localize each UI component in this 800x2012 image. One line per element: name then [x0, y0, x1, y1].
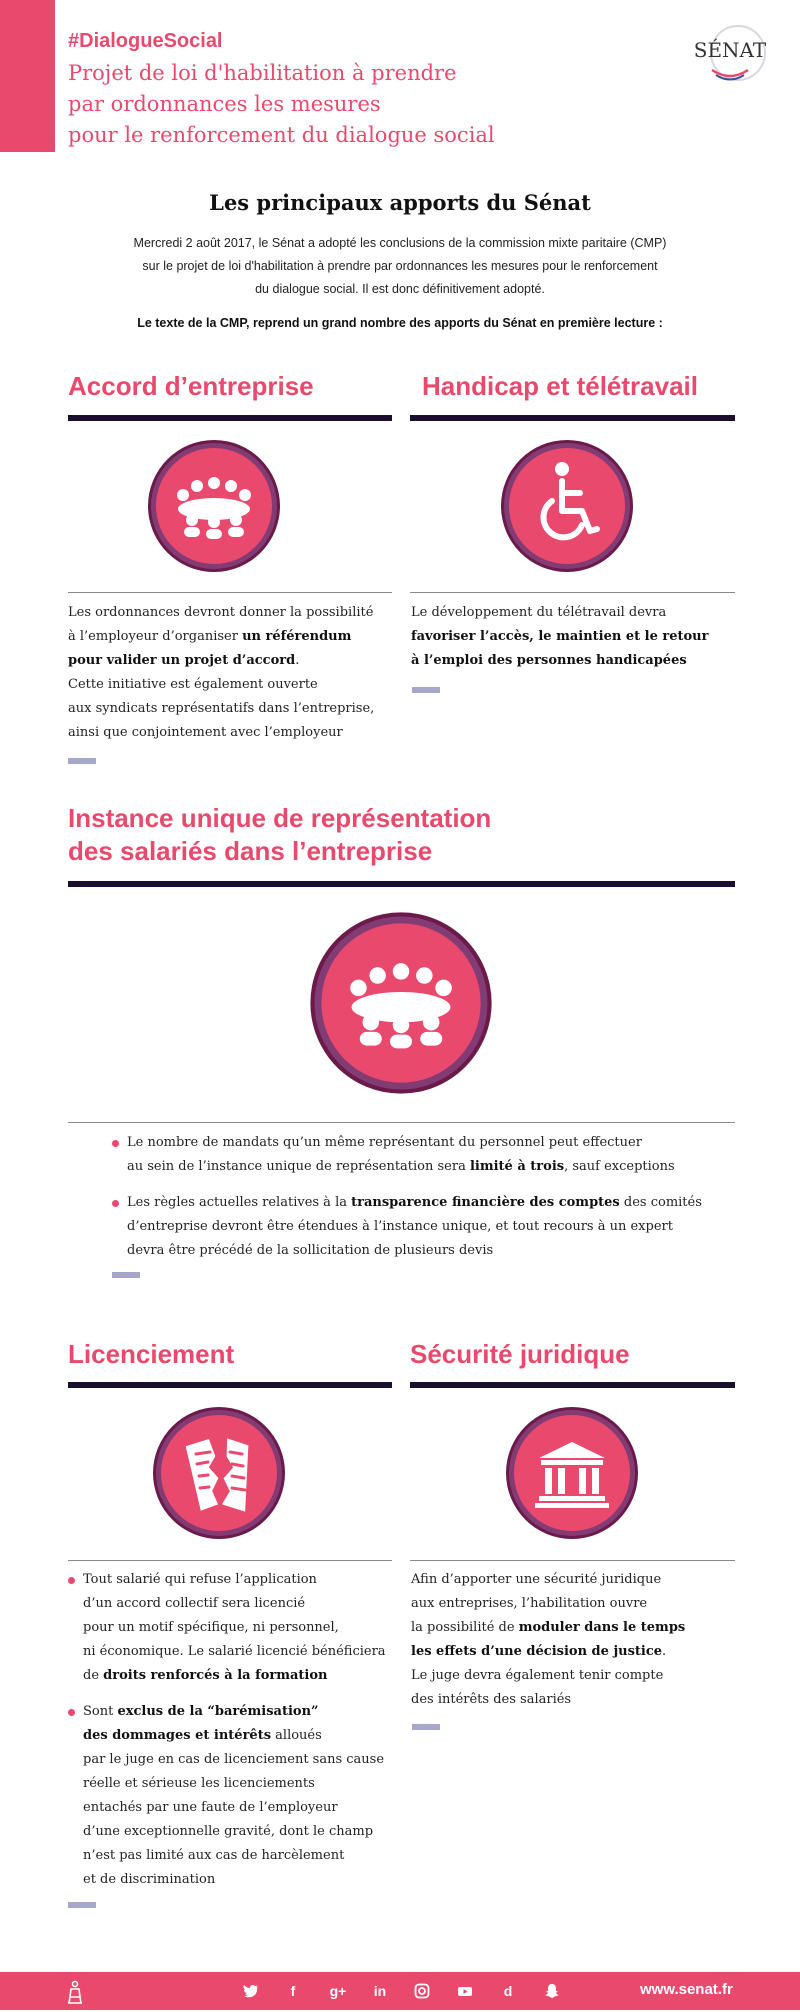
section-divider: [68, 1560, 392, 1561]
section-title-handicap: Handicap et télétravail: [422, 371, 698, 401]
section-divider: [410, 592, 735, 593]
facebook-icon[interactable]: f: [290, 1983, 296, 1999]
list-item: [112, 1191, 702, 1263]
logo-text: SÉNAT: [693, 38, 767, 62]
text-span: à l’employeur d’organiser: [68, 629, 243, 644]
bold-text: à l’emploi des personnes handicapées: [411, 653, 687, 668]
intro-line: Mercredi 2 août 2017, le Sénat a adopté les conclusions de la commission mixte paritaire (CMP): [133, 236, 667, 250]
page-title-line: pour le renforcement du dialogue social: [68, 123, 495, 147]
text-span: alloués: [271, 1728, 322, 1743]
bold-text: favoriser l’accès, le maintien et le retour: [411, 629, 709, 644]
end-marker: [68, 758, 96, 764]
instagram-icon[interactable]: [411, 1980, 433, 2002]
linkedin-icon[interactable]: in: [373, 1983, 387, 1999]
meeting-table-icon: [309, 911, 493, 1095]
section-heading: Les principaux apports du Sénat: [209, 190, 591, 215]
bold-text: droits renforcés à la formation: [103, 1668, 328, 1683]
bold-text: des dommages et intérêts: [83, 1728, 272, 1743]
bold-text: transparence financière des comptes: [351, 1195, 620, 1210]
senat-logo[interactable]: [690, 20, 770, 90]
end-marker: [412, 687, 440, 693]
section-rule: [410, 415, 735, 421]
title-line: Instance unique de représentation: [68, 803, 492, 833]
text-span: la possibilité de: [411, 1620, 519, 1635]
section-rule: [68, 1382, 392, 1388]
accord-text: [68, 601, 374, 745]
text-span: .: [295, 653, 300, 668]
snapchat-icon[interactable]: [541, 1980, 563, 2002]
end-marker: [412, 1724, 440, 1730]
bold-text: les effets d’une décision de justice: [411, 1644, 663, 1659]
bold-text: exclus de la “barémisation”: [117, 1704, 319, 1719]
dailymotion-icon[interactable]: d: [503, 1983, 513, 1999]
meeting-table-icon: [147, 439, 281, 573]
list-item: [68, 1700, 386, 1892]
text-line: réelle et sérieuse les licenciements: [83, 1776, 315, 1791]
text-span: Le développement du télétravail devra: [411, 605, 667, 620]
text-line: Le nombre de mandats qu’un même représentant du personnel peut effectuer: [127, 1135, 642, 1150]
text-span: ainsi que conjointement avec l’employeur: [68, 725, 343, 740]
text-span: des comités: [619, 1195, 702, 1210]
text-line: d’un accord collectif sera licencié: [83, 1596, 306, 1611]
intro-line: du dialogue social. Il est donc définitivement adopté.: [255, 282, 545, 296]
list-item: [68, 1568, 386, 1688]
licenciement-bullets: [68, 1568, 386, 1892]
section-rule: [68, 415, 392, 421]
twitter-icon[interactable]: [240, 1980, 262, 2002]
intro-paragraph: [130, 232, 670, 301]
text-line: par le juge en cas de licenciement sans cause: [83, 1752, 385, 1767]
hashtag: #DialogueSocial: [68, 30, 223, 52]
section-title-accord: Accord d’entreprise: [68, 371, 314, 401]
handicap-text: [411, 601, 708, 673]
courthouse-icon: [505, 1406, 639, 1540]
text-span: , sauf exceptions: [564, 1159, 675, 1174]
text-span: de: [83, 1668, 104, 1683]
text-span: Sont: [83, 1704, 118, 1719]
section-title-licenciement: Licenciement: [68, 1339, 235, 1369]
page-title: [68, 58, 588, 151]
text-line: pour un motif spécifique, ni personnel,: [83, 1620, 339, 1635]
torn-contract-icon: [152, 1406, 286, 1540]
section-rule: [68, 881, 735, 887]
text-line: ni économique. Le salarié licencié bénéficiera: [83, 1644, 386, 1659]
text-span: Les règles actuelles relatives à la: [127, 1195, 352, 1210]
text-span: Les ordonnances devront donner la possibilité: [68, 605, 374, 620]
bold-text: moduler dans le temps: [518, 1620, 686, 1635]
lead-text: Le texte de la CMP, reprend un grand nombre des apports du Sénat en première lecture :: [137, 316, 663, 330]
text-span: .: [662, 1644, 667, 1659]
text-line: Le juge devra également tenir compte: [411, 1668, 664, 1683]
intro-line: sur le projet de loi d'habilitation à prendre par ordonnances les mesures pour le renforcement: [142, 259, 658, 273]
text-line: des intérêts des salariés: [411, 1692, 572, 1707]
list-item: [112, 1131, 702, 1179]
section-title-securite: Sécurité juridique: [410, 1339, 630, 1369]
text-line: et de discrimination: [83, 1872, 216, 1887]
text-line: d’une exceptionnelle gravité, dont le champ: [83, 1824, 374, 1839]
instance-bullets: [112, 1131, 702, 1263]
text-line: aux entreprises, l’habilitation ouvre: [411, 1596, 648, 1611]
text-line: Tout salarié qui refuse l’application: [83, 1572, 317, 1587]
section-divider: [68, 1122, 735, 1123]
end-marker: [68, 1902, 96, 1908]
text-span: Cette initiative est également ouverte: [68, 677, 318, 692]
wheelchair-icon: [500, 439, 634, 573]
google-plus-icon[interactable]: g+: [329, 1983, 347, 1999]
text-line: entachés par une faute de l’employeur: [83, 1800, 338, 1815]
senate-chair-icon[interactable]: [64, 1980, 86, 2002]
text-span: au sein de l’instance unique de représentation sera: [127, 1159, 470, 1174]
section-divider: [68, 592, 392, 593]
header-accent-bar: [0, 0, 55, 152]
bold-text: un référendum: [242, 629, 352, 644]
text-span: aux syndicats représentatifs dans l’entreprise,: [68, 701, 375, 716]
section-rule: [410, 1382, 735, 1388]
text-line: n’est pas limité aux cas de harcèlement: [83, 1848, 345, 1863]
text-line: Afin d’apporter une sécurité juridique: [411, 1572, 662, 1587]
text-line: devra être précédé de la sollicitation de plusieurs devis: [127, 1243, 494, 1258]
end-marker: [112, 1272, 140, 1278]
text-line: d’entreprise devront être étendues à l’instance unique, et tout recours à un expert: [127, 1219, 673, 1234]
page-title-line: par ordonnances les mesures: [68, 92, 381, 116]
bold-text: pour valider un projet d’accord: [68, 653, 296, 668]
bold-text: limité à trois: [469, 1159, 565, 1174]
section-title-instance: [68, 802, 491, 868]
youtube-icon[interactable]: [454, 1980, 476, 2002]
securite-text: [411, 1568, 685, 1712]
section-divider: [410, 1560, 735, 1561]
website-link[interactable]: www.senat.fr: [640, 1981, 733, 1998]
page-title-line: Projet de loi d'habilitation à prendre: [68, 61, 457, 85]
title-line: des salariés dans l’entreprise: [68, 836, 433, 866]
